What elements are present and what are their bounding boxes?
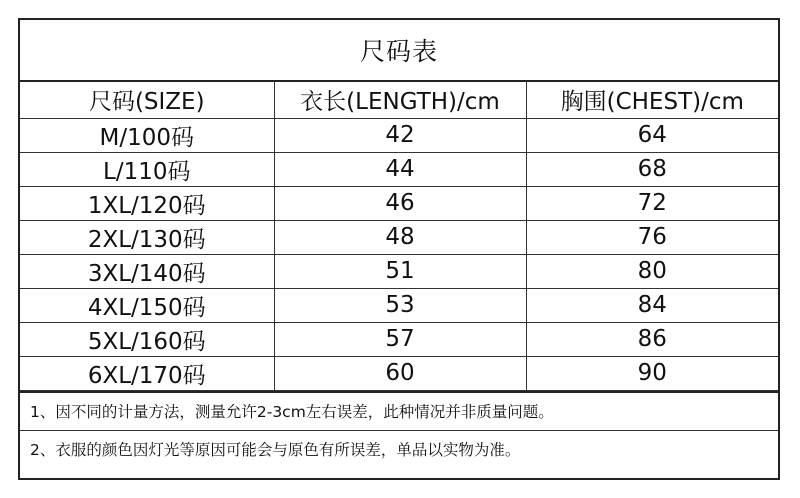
header-length: 衣长(LENGTH)/cm [274,82,526,118]
cell-length: 60 [274,356,526,390]
cell-chest: 64 [526,118,778,152]
cell-length: 42 [274,118,526,152]
cell-size: 3XL/140码 [20,254,274,288]
cell-chest: 76 [526,220,778,254]
cell-size: 5XL/160码 [20,322,274,356]
cell-length: 46 [274,186,526,220]
table-header-row [20,82,778,118]
cell-chest: 80 [526,254,778,288]
cell-chest: 90 [526,356,778,390]
cell-chest: 86 [526,322,778,356]
note-color-difference: 2、衣服的颜色因灯光等原因可能会与原色有所误差，单品以实物为准。 [20,430,778,468]
table-row [20,220,778,254]
header-chest: 胸围(CHEST)/cm [526,82,778,118]
chart-title: 尺码表 [20,20,778,82]
note-measurement-tolerance: 1、因不同的计量方法，测量允许2-3cm左右误差，此种情况并非质量问题。 [20,391,778,430]
header-size: 尺码(SIZE) [20,82,274,118]
cell-chest: 84 [526,288,778,322]
size-chart [18,18,780,480]
cell-length: 57 [274,322,526,356]
cell-length: 48 [274,220,526,254]
cell-size: 2XL/130码 [20,220,274,254]
cell-size: L/110码 [20,152,274,186]
cell-length: 51 [274,254,526,288]
table-row [20,152,778,186]
cell-size: 6XL/170码 [20,356,274,390]
cell-length: 53 [274,288,526,322]
table-row [20,322,778,356]
table-row [20,186,778,220]
cell-size: 4XL/150码 [20,288,274,322]
cell-chest: 68 [526,152,778,186]
table-row [20,356,778,390]
cell-length: 44 [274,152,526,186]
table-row [20,118,778,152]
table-row [20,254,778,288]
cell-chest: 72 [526,186,778,220]
table-row [20,288,778,322]
cell-size: 1XL/120码 [20,186,274,220]
cell-size: M/100码 [20,118,274,152]
size-table [20,82,778,391]
